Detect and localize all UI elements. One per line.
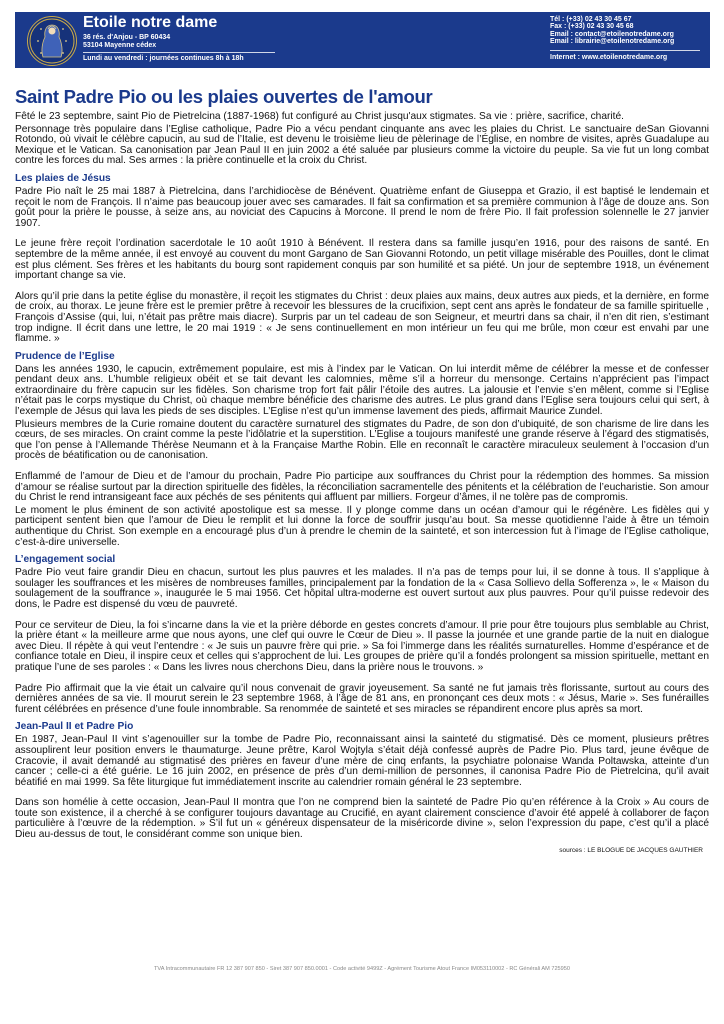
paragraph: Dans son homélie à cette occasion, Jean-Paul II montra que l’on ne comprend bien la sainteté de Padre Pio qu’en référence à la Croix » Au cours de toute son existence, il a cherché à se configurer toujours davantage au Crucifié, en ayant clairement conscience d’avoir été appelé à collaborer de façon particulière à l’œuvre de la rédemption. » S’il fut un « généreux dispensateur de la miséricorde divine », selon l’expression du pape, c’est qu’il a placé Dieu au-dessus de tout, le considérant comme son unique bien. (15, 797, 709, 841)
email-librairie-link[interactable]: Email : librairie@etoilenotredame.org (550, 37, 675, 45)
paragraph: Padre Pio affirmait que la vie était un calvaire qu’il nous convenait de gravir joyeusement. Sa santé ne fut jamais très florissante, surtout au cours des dernières années de sa vie. Il mourut serein le 23 septembre 1968, à l’âge de 81 ans, en prononçant ces deux mots : « Jésus, Marie ». Ses funérailles furent célébrées en présence d’une foule innombrable. Sa renommée de sainteté et ses miracles se répandirent encore plus après sa mort. (15, 682, 709, 715)
paragraph: Dans les années 1930, le capucin, extrêmement populaire, est mis à l’index par le Vatican. On lui interdit même de célébrer la messe et de confesser pendant deux ans. L’humble religieux obéit et se tait devant les calomnies, même s’il a horreur du mensonge. Certains n’apprécient pas l’impact extraordinaire du frère capucin sur les fidèles. Son charisme trop fort fait pâlir l’étoile des autres. La jalousie et l’envie s’en mêlent, comme si l’Eglise n’était pas le corps mystique du Christ, où chaque membre bénéficie des charisme des autres. Le plus grand dans l’Eglise sera toujours celui qui sert, à l’exemple de Jésus qui lava les pieds de ses disciples. L’Eglise n’est qu’un immense lavement des pieds, affirmait Maurice Zundel. (15, 363, 709, 418)
brand-name: Etoile notre dame (83, 14, 218, 31)
paragraph: Plusieurs membres de la Curie romaine doutent du caractère surnaturel des stigmates du Padre, de son don d’ubiquité, de son charisme de lire dans les cœurs, de ses miracles. On craint comme la peste l’idôlatrie et la superstition. L’Eglise a toujours manifesté une grande réserve à l’égard des stigmatisés, que l’on pense à l’Allemande Thérèse Neumann et à la Française Marthe Robin. Elle en reconnaît le caractère miraculeux seulement à l’occasion d’un procès de béatification ou de canonisation. (15, 418, 709, 462)
paragraph: Alors qu’il prie dans la petite église du monastère, il reçoit les stigmates du Christ : deux plaies aux mains, deux autres aux pieds, et la dernière, en forme de croix, au thorax. Le jeune frère est le premier prêtre à recevoir les blessures de la crucifixion, sept cent ans après le fondateur de sa famille spirituelle , François d’Assise (qui, lui, n’était pas prêtre mais diacre). Surpris par un tel cadeau de son Seigneur, et meurtri dans sa chair, il n’en dit rien, s’estimant trop indigne. Il écrit dans une lettre, le 20 mai 1919 : « Je sens continuellement en mon intérieur un feu qui me brûle, mon cœur est envahi par une flamme. » (15, 290, 709, 345)
legal-footer: TVA Intracommunautaire FR 12 387 907 850 - Siret 387 907 850.0001 - Code activité 9499Z - Agrément Tourisme Atout France IM053110002 - RC Générali AM 725950 (153, 966, 571, 972)
email-contact-link[interactable]: Email : contact@etoilenotredame.org (550, 30, 674, 38)
sources-credit: sources : LE BLOGUE DE JACQUES GAUTHIER (559, 846, 703, 854)
page-header (15, 12, 710, 68)
fax-line: Fax : (+33) 02 43 30 45 68 (550, 23, 634, 31)
paragraph: En 1987, Jean-Paul II vint s’agenouiller sur la tombe de Padre Pio, reconnaissant ainsi la sainteté du stigmatisé. Dès ce moment, plusieurs prêtres assouplirent leur position envers le thaumaturge. Jeune prêtre, Karol Wojtyla s’était déjà confessé auprès de Padre Pio. Plus tard, jeune évêque de Cracovie, il avait demandé au stigmatisé des prières en faveur d’une mère de cinq enfants, la psychiatre polonaise Wanda Poltawska, atteinte d’un cancer ; celle-ci a été guérie. Le 16 juin 2002, en présence de près d’un demi-million de personnes, il canonisa Padre Pio de Pietrelcina, qu’il avait béatifié en mai 1999. Sa fête liturgique fut immédiatement inscrite au calendrier romain général le 23 septembre. (15, 734, 709, 788)
madonna-logo-icon (27, 16, 77, 66)
address-line-1: 36 rés. d'Anjou - BP 60434 (83, 34, 171, 41)
address-line-2: 53104 Mayenne cédex (83, 42, 157, 49)
opening-hours: Lundi au vendredi : journées continues 8h à 18h (83, 55, 244, 62)
paragraph: Le moment le plus éminent de son activité apostolique est sa messe. Il y plonge comme dans un océan d’amour qui le régénère. Les fidèles qui y participent sentent bien que l’amour de Dieu le remplit et lui donne la force de souffrir jusqu’au bout. Sa messe quotidienne l’aide à être un témoin authentique du Christ. Son exemple en a encouragé plus d’un à prendre le chemin de la sainteté, et son intercession fut à l’image de l’Eglise catholique, c’est-à-dire universelle. (15, 504, 709, 548)
paragraph: Padre Pio naît le 25 mai 1887 à Pietrelcina, dans l’archidiocèse de Bénévent. Quatrième enfant de Giuseppa et Grazio, il est baptisé le lendemain et reçoit le nom de François. Il n’aime pas beaucoup jouer avec ses camarades. Il fait sa confirmation et sa première communion à l’âge de douze ans. Son goût pour la prière le pousse, à seize ans, au noviciat des Capucins à Morcone. Il prend le nom de frère Pio. Il fait profession solennelle le 27 janvier 1907. (15, 185, 709, 229)
paragraph: Le jeune frère reçoit l’ordination sacerdotale le 10 août 1910 à Bénévent. Il restera dans sa famille jusqu’en 1916, pour des raisons de santé. En septembre de la même année, il est envoyé au couvent du mont Gargano de San Giovanni Rotondo, un petit village misérable des Pouilles, dont le climat est plus clément. Ses frères et les habitants du bourg sont rapidement conquis par son humilité et sa piété. Un jour de septembre 1918, un événement important change sa vie. (15, 238, 709, 282)
website-link[interactable]: Internet : www.etoilenotredame.org (550, 54, 668, 61)
article (15, 86, 709, 854)
article-intro-paragraph: Personnage très populaire dans l’Eglise catholique, Padre Pio a vécu pendant cinquante ans avec les plaies du Christ. Le sanctuaire deSan Giovanni Rotondo, où vivait le célèbre capucin, au sud de l’Italie, est devenu le troisième lieu de pèlerinage de l’Église, en nombre de visites, après Guadalupe au Mexique et le Vatican. Sa canonisation par Jean Paul II en juin 2002 a été saluée par plusieurs comme la victoire du peuple. Sa vie fut un long combat contre les forces du mal. Ses armes : la prière continuelle et la croix du Christ. (15, 123, 709, 167)
tel-line: Tél : (+33) 02 43 30 45 67 (550, 16, 632, 23)
section-heading-plaies: Les plaies de Jésus (15, 172, 111, 184)
section-heading-engagement: L’engagement social (15, 554, 116, 566)
paragraph: Enflammé de l’amour de Dieu et de l’amour du prochain, Padre Pio participe aux souffrances du Christ pour la rédemption des hommes. Sa mission d’amour se réalise surtout par la direction spirituelle des fidèles, la réconciliation sacramentelle des pénitents et la célébration de l’eucharistie. Son amour du Christ le rend intransigeant face aux péchés de ses pénitents qui affluent par milliers. Forgeur d’âmes, il ne tolère pas de compromis. (15, 471, 709, 504)
section-heading-prudence: Prudence de l’Eglise (15, 350, 115, 362)
section-heading-jean-paul: Jean-Paul II et Padre Pio (15, 721, 134, 733)
paragraph: Pour ce serviteur de Dieu, la foi s’incarne dans la vie et la prière déborde en gestes concrets d’amour. Il prie pour être toujours plus semblable au Christ, la prière étant « la meilleure arme que nous ayons, une clef qui ouvre le Cœur de Dieu ». Il passe la journée et une grande partie de la nuit en dialogue avec Dieu. Il répète à qui veut l’entendre : « Je suis un pauvre frère qui prie. » Sa foi l’immerge dans les réalités surnaturelles. Homme d’espérance et de confiance totale en Dieu, il inspire ceux et celles qui s’approchent de lui. Les groupes de prière qu’il a fondés prolongent sa mission spirituelle, mettant en pratique l’une de ses paroles : « Dans les livres nous cherchons Dieu, dans la prière nous le trouvons. » (15, 619, 709, 673)
header-divider-left (83, 52, 275, 53)
contact-block (550, 16, 674, 45)
header-divider-right (550, 50, 700, 51)
article-title: Saint Padre Pio ou les plaies ouvertes de l'amour (15, 86, 433, 107)
article-intro: Fêté le 23 septembre, saint Pio de Pietrelcina (1887-1968) fut configuré au Christ jusqu'aux stigmates. Sa vie : prière, sacrifice, charité. (15, 111, 624, 122)
paragraph: Padre Pio veut faire grandir Dieu en chacun, surtout les plus pauvres et les malades. Il n’a pas de temps pour lui, il se donne à tous. Il s’applique à soulager les souffrances et les misères de nombreuses familles, principalement par la fondation de la « Casa Sollievo della Sofferenza », le « Maison du soulagement de la souffrance », inaugurée le 5 mai 1956. Cet hôpital ultra-moderne est ouvert surtout aux plus pauvres. Pour qu’il puisse redevoir des dons, le Padre est dispensé du vœu de pauvreté. (15, 567, 709, 610)
